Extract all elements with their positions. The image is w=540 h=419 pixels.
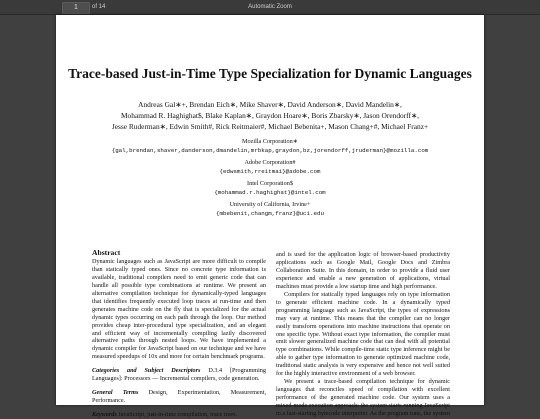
zoom-select[interactable]: Automatic Zoom — [248, 4, 292, 10]
right-column — [276, 251, 450, 418]
intro-paragraph: and is used for the application logic of browser-based productivity applications such as Google Mail, Google Docs and Zimbra Collaboration Suite. In this domain, in order to provide a fluid user experience and enable a new generation of applications, virtual machines must provide a low startup time and high performance. — [276, 251, 450, 290]
affiliation-email: {gal,brendan,shaver,danderson,dmandelin,mrbkap,graydon,bz,jorendorff,jruderman}@mozilla.com — [111, 146, 429, 154]
categories-heading: Categories and Subject Descriptors — [92, 367, 201, 375]
affiliation-intel — [56, 180, 484, 197]
pdf-page — [56, 15, 484, 419]
author-line: Jesse Ruderman∗, Edwin Smith#, Rick Reitmaier#, Michael Bebenita+, Mason Chang+#, Michael Franz+ — [111, 122, 429, 131]
affiliation-uci — [56, 201, 484, 218]
author-list — [56, 99, 484, 132]
affiliation-mozilla — [56, 138, 484, 155]
abstract-heading: Abstract — [92, 248, 121, 257]
keywords-text: JavaScript, just-in-time compilation, trace trees. — [118, 411, 238, 419]
author-line: Andreas Gal∗+, Brendan Eich∗, Mike Shaver∗, David Anderson∗, David Mandelin∗, — [138, 100, 402, 109]
affiliation-email: {edwsmith,rreitmai}@adobe.com — [219, 167, 321, 175]
affiliation-email: {mbebenit,changm,franz}@uci.edu — [216, 209, 324, 217]
author-line: Mohammad R. Haghighat$, Blake Kaplan∗, Graydon Hoare∗, Boris Zbarsky∗, Jason Orendorff∗, — [120, 111, 420, 120]
intro-paragraph: Compilers for statically typed languages rely on type information to generate efficient machine code. In a dynamically typed programming language such as JavaScript, the types of expressions may vary at runtime. This means that the compiler can no longer easily transform operations into machine instructions that operate on one specific type. Without exact type information, the compiler must emit slower generalized machine code that can deal with all potential type combinations. While compile-time static type inference might be able to gather type information to generate optimized machine code, traditional static analysis is very expensive and hence not well suited for the highly interactive environment of a web browser. — [276, 290, 450, 378]
categories-block — [92, 367, 266, 383]
general-terms-block — [92, 389, 266, 405]
page-total-label: of 14 — [92, 4, 106, 10]
affiliation-name: Mozilla Corporation∗ — [242, 138, 298, 145]
keywords-heading: Keywords — [92, 411, 117, 419]
left-column — [92, 249, 266, 419]
categories-text: D.3.4 [Programming Languages]: Processors — Incremental compilers, code generation. — [92, 367, 266, 383]
affiliation-name: University of California, Irvine+ — [229, 201, 311, 208]
keywords-block — [92, 411, 266, 419]
intro-paragraph: We present a trace-based compilation technique for dynamic languages that reconciles speed of compilation with excellent performance of the generated machine code. Our system uses a mixed-mode execution approach: the system starts running JavaScript in a fast-starting bytecode interpreter. As the program runs, the system — [276, 378, 450, 418]
abstract-text: Dynamic languages such as JavaScript are more difficult to compile than statically typed ones. Since no concrete type information is available, traditional compilers need to emit generic code that can handle all possible type combinations at runtime. We present an alternative compilation technique for dynamically-typed languages that identifies frequently executed loop traces at run-time and then generates machine code on the fly that is specialized for the actual dynamic types occurring on each path through the loop. Our method provides cheap inter-procedural type specialization, and an elegant and efficient way of incrementally compiling lazily discovered alternative paths through nested loops. We have implemented a dynamic compiler for JavaScript based on our technique and we have measured speedups of 10x and more for certain benchmark programs. — [92, 257, 266, 361]
paper-title: Trace-based Just-in-Time Type Specialization for Dynamic Languages — [68, 66, 472, 81]
affiliation-name: Intel Corporation$ — [247, 180, 293, 187]
affiliation-adobe — [56, 159, 484, 176]
general-terms-heading: General Terms — [92, 389, 139, 397]
general-terms-text: Design, Experimentation, Measurement, Performance. — [92, 389, 266, 405]
page-number-input[interactable]: 1 — [62, 2, 90, 14]
affiliation-email: {mohammad.r.haghighat}@intel.com — [214, 188, 326, 196]
pdf-toolbar — [0, 0, 540, 15]
affiliation-name: Adobe Corporation# — [244, 159, 296, 166]
